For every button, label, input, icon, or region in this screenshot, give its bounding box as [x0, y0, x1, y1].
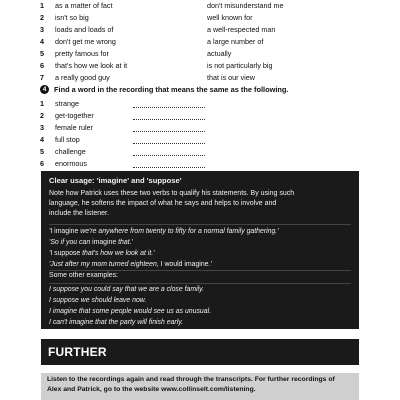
quote-text: ' [49, 250, 51, 257]
item-number: 6 [40, 61, 44, 70]
word-row [0, 110, 400, 121]
phrase: as a matter of fact [55, 1, 113, 10]
item-number: 1 [40, 99, 44, 108]
other-example: I suppose we should leave now. [49, 297, 147, 304]
item-number: 2 [40, 111, 44, 120]
word: full stop [55, 135, 80, 144]
other-examples-label: Some other examples: [49, 272, 118, 279]
item-number: 6 [40, 159, 44, 168]
intro-line: language, he softens the impact of what he says and helps to involve and [49, 200, 277, 207]
item-number: 5 [40, 147, 44, 156]
phrase: loads and loads of [55, 25, 114, 34]
quote-example [49, 260, 351, 269]
phrase: pretty famous for [55, 49, 109, 58]
other-example: I can't imagine that the party will finish early. [49, 319, 184, 326]
word-row [0, 122, 400, 133]
further-text-line: Alex and Patrick, go to the website www.collinselt.com/listening. [47, 386, 256, 393]
matching-exercise [0, 0, 400, 86]
quote-text: .' [208, 261, 212, 268]
clear-usage-title: Clear usage: 'imagine' and 'suppose' [49, 176, 182, 185]
clear-usage-intro [49, 189, 351, 219]
match-option: is not particularly big [207, 61, 273, 70]
item-number: 5 [40, 49, 44, 58]
answer-blank[interactable] [133, 166, 205, 168]
divider [49, 224, 351, 225]
match-option: don't misunderstand me [207, 1, 284, 10]
clear-usage-box [41, 171, 359, 329]
item-number: 4 [40, 135, 44, 144]
match-row [0, 24, 400, 35]
further-heading: FURTHER [48, 345, 107, 359]
phrase: a really good guy [55, 73, 110, 82]
match-option: actually [207, 49, 232, 58]
word: strange [55, 99, 79, 108]
quote-text: that.' [116, 239, 133, 246]
quote-emphasis: I suppose [50, 250, 81, 257]
exercise-instruction: Find a word in the recording that means the same as the following. [54, 85, 289, 94]
quote-example [49, 238, 351, 247]
quote-emphasis: I imagine [50, 228, 79, 235]
divider [49, 270, 351, 271]
quote-emphasis: I would imagine [160, 261, 209, 268]
exercise-number-badge: 4 [40, 85, 49, 94]
further-text-line: Listen to the recordings again and read through the transcripts. For further recordings of [47, 376, 335, 383]
match-option: well known for [207, 13, 253, 22]
further-heading-bar [41, 339, 359, 365]
item-number: 7 [40, 73, 44, 82]
divider [49, 283, 351, 284]
word: get-together [55, 111, 94, 120]
quote-emphasis: imagine [92, 239, 117, 246]
item-number: 4 [40, 37, 44, 46]
word-row [0, 146, 400, 157]
quote-text: we're anywhere from twenty to fifty for a normal family gathering.' [78, 228, 279, 235]
word: enormous [55, 159, 87, 168]
match-row [0, 12, 400, 23]
word-row [0, 98, 400, 109]
quote-text: that's how we look at it.' [80, 250, 155, 257]
quote-example [49, 249, 351, 258]
other-example: I imagine that some people would see us as unusual. [49, 308, 212, 315]
match-row [0, 0, 400, 11]
answer-blank[interactable] [133, 130, 205, 132]
item-number: 3 [40, 123, 44, 132]
answer-blank[interactable] [133, 154, 205, 156]
word: female ruler [55, 123, 93, 132]
match-row [0, 48, 400, 59]
phrase: isn't so big [55, 13, 89, 22]
quote-text: 'So if you can [49, 239, 93, 246]
match-option: a well-respected man [207, 25, 276, 34]
word-row [0, 134, 400, 145]
item-number: 1 [40, 1, 44, 10]
match-option: a large number of [207, 37, 264, 46]
answer-blank[interactable] [133, 118, 205, 120]
match-row [0, 36, 400, 47]
word: challenge [55, 147, 86, 156]
quote-example [49, 227, 351, 236]
answer-blank[interactable] [133, 106, 205, 108]
quote-text: 'Just after my mom turned eighteen, [49, 261, 161, 268]
other-example: I suppose you could say that we are a close family. [49, 286, 204, 293]
phrase: don't get me wrong [55, 37, 116, 46]
match-option: that is our view [207, 73, 255, 82]
phrase: that's how we look at it [55, 61, 128, 70]
intro-line: Note how Patrick uses these two verbs to qualify his statements. By using such [49, 190, 295, 197]
further-text-box [41, 373, 359, 400]
item-number: 3 [40, 25, 44, 34]
intro-line: include the listener. [49, 210, 109, 217]
match-row [0, 72, 400, 83]
quote-text: ' [49, 228, 51, 235]
exercise-4-heading [40, 84, 360, 96]
match-row [0, 60, 400, 71]
item-number: 2 [40, 13, 44, 22]
answer-blank[interactable] [133, 142, 205, 144]
word-row [0, 158, 400, 169]
